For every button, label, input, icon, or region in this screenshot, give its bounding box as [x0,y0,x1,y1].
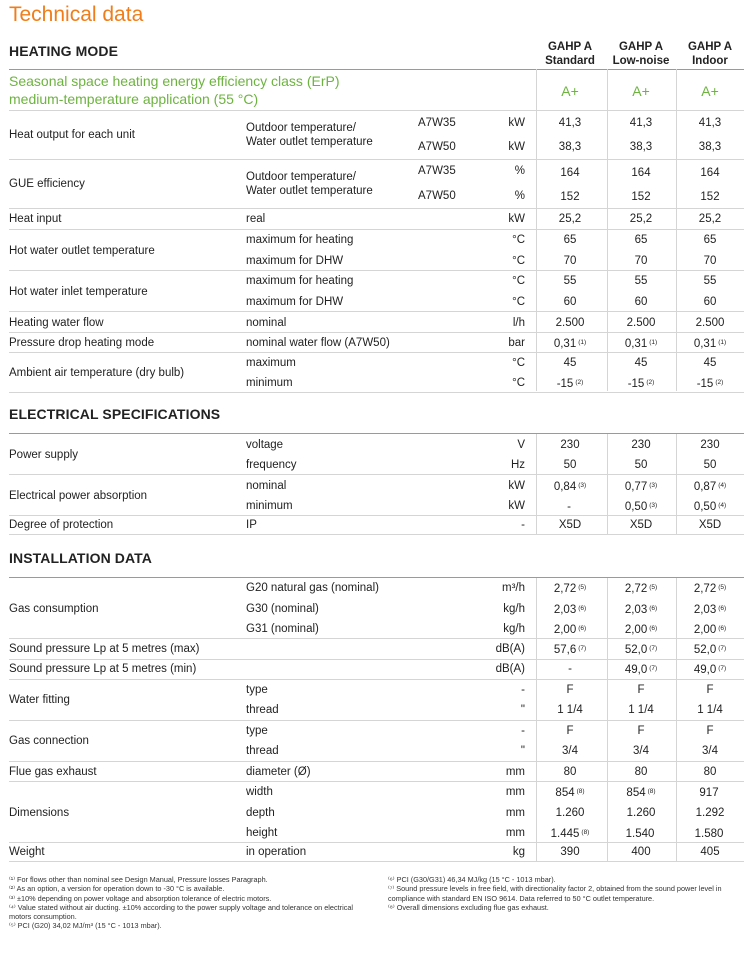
value: 2.500 [555,317,585,329]
value: 57,6 $^{(7)}$ [553,644,587,656]
value: 164 [560,167,580,179]
value: 1.540 [625,828,655,840]
desc: thread [246,745,279,757]
sound-min-label: Sound pressure Lp at 5 metres (min) [9,663,197,675]
value: 0,84 $^{(3)}$ [553,481,587,493]
value: 917 [699,787,719,799]
ambient-label: Ambient air temperature (dry bulb) [9,367,185,379]
value: 25,2 [698,213,722,225]
value: 230 [631,439,651,451]
unit: °C [512,377,525,389]
unit: bar [508,337,525,349]
value: 60 [563,296,577,308]
value: 152 [631,191,651,203]
unit: kW [508,480,525,492]
protection-label: Degree of protection [9,519,114,531]
unit: dB(A) [495,643,525,655]
value: 60 [634,296,648,308]
value: 70 [634,255,648,267]
hw-outlet-label: Hot water outlet temperature [9,245,155,257]
value: - [567,501,571,513]
value: 2,00 $^{(6)}$ [553,624,587,636]
flue-label: Flue gas exhaust [9,766,97,778]
hw-inlet-label: Hot water inlet temperature [9,286,148,298]
unit: " [520,704,525,716]
pressure-label: Pressure drop heating mode [9,337,155,349]
section-title-heating: HEATING MODE [9,43,119,59]
desc: G31 (nominal) [246,623,319,635]
unit: V [517,439,525,451]
value: 45 [634,357,648,369]
value: 2.500 [695,317,725,329]
desc: nominal [246,317,287,329]
value: 25,2 [558,213,582,225]
value: 1 1/4 [557,704,583,716]
value: 0,31 $^{(1)}$ [693,338,727,350]
value: F [637,684,645,696]
unit: " [520,745,525,757]
weight-label: Weight [9,846,45,858]
value: 1.580 [694,828,724,840]
value: X5D [698,519,722,531]
value: 2.500 [626,317,656,329]
value: 2,72 $^{(5)}$ [624,583,658,595]
desc: maximum for DHW [246,296,344,308]
value: 25,2 [629,213,653,225]
desc: height [246,827,278,839]
value: 2,72 $^{(5)}$ [553,583,587,595]
value: 41,3 [629,117,653,129]
condition-a7w35: A7W35 [418,165,456,177]
desc: minimum [246,377,293,389]
value: 1 1/4 [697,704,723,716]
footnotes-left [9,875,369,931]
value: 1 1/4 [628,704,654,716]
value: F [566,725,574,737]
desc: in operation [246,846,307,858]
value: 65 [563,234,577,246]
value: 1.260 [626,807,656,819]
unit: kg/h [503,603,525,615]
value: - [568,663,572,675]
footnote: ⁽⁸⁾ Overall dimensions excluding flue gas exhaust. [388,902,549,912]
value: 60 [703,296,717,308]
unit: mm [505,827,525,839]
condition-a7w50: A7W50 [418,141,456,153]
value: 854 $^{(8)}$ [626,787,656,799]
value: 55 [703,275,717,287]
value: 65 [634,234,648,246]
power-supply-label: Power supply [9,449,79,461]
value: 2,00 $^{(6)}$ [693,624,727,636]
footnotes-right [388,875,738,912]
value: 0,77 $^{(3)}$ [624,481,658,493]
gue-label: GUE efficiency [9,178,85,190]
desc: G20 natural gas (nominal) [246,582,379,594]
value: 38,3 [629,141,653,153]
desc: width [246,786,273,798]
value: -15 $^{(2)}$ [696,378,724,390]
value: 164 [700,167,720,179]
unit: mm [505,766,525,778]
desc: maximum for heating [246,275,354,287]
column-header-low-noise: GAHP A Low-noise [612,41,670,67]
value: 52,0 $^{(7)}$ [624,644,658,656]
unit: - [521,684,525,696]
value: F [706,725,714,737]
value: 49,0 $^{(7)}$ [624,664,658,676]
value: 2,72 $^{(5)}$ [693,583,727,595]
value: 1.260 [555,807,585,819]
footnote: ⁽²⁾ As an option, a version for operation down to -30 °C is available. [9,884,225,894]
sound-max-label: Sound pressure Lp at 5 metres (max) [9,643,200,655]
value: 45 [563,357,577,369]
column-header-standard: GAHP A Standard [545,41,595,67]
page-title: Technical data [9,3,144,26]
unit: l/h [512,317,525,329]
outdoor-temp-label: Outdoor temperature/ Water outlet temperature [246,122,373,148]
value: 152 [560,191,580,203]
value: 55 [563,275,577,287]
value: 3/4 [702,745,718,757]
unit: kg/h [503,623,525,635]
value: 3/4 [562,745,578,757]
unit: Hz [510,459,525,471]
erp-class: A+ [701,83,719,99]
condition-a7w35: A7W35 [418,117,456,129]
unit: kW [508,500,525,512]
desc: maximum for heating [246,234,354,246]
value: 38,3 [558,141,582,153]
value: 0,50 $^{(3)}$ [624,501,658,513]
desc: nominal [246,480,287,492]
value: 2,03 $^{(6)}$ [624,604,658,616]
value: 45 [703,357,717,369]
unit: kg [512,846,525,858]
desc: voltage [246,439,284,451]
desc: nominal water flow (A7W50) [246,337,390,349]
value: 164 [631,167,651,179]
unit: °C [512,275,525,287]
desc: maximum [246,357,296,369]
footnote: ⁽⁶⁾ PCI (G30/G31) 46,34 MJ/kg (15 °C - 1013 mbar). [388,875,556,884]
value: X5D [558,519,582,531]
unit: kW [508,117,525,129]
value: 52,0 $^{(7)}$ [693,644,727,656]
value: 50 [634,459,648,471]
desc: type [246,725,268,737]
value: 80 [563,766,577,778]
value: 55 [634,275,648,287]
value: F [637,725,645,737]
value: 80 [703,766,717,778]
desc: frequency [246,459,297,471]
value: 50 [703,459,717,471]
unit: kW [508,213,525,225]
erp-label: Seasonal space heating energy efficiency class (ErP) medium-temperature application (55 °C) [9,73,340,107]
value: 854 $^{(8)}$ [555,787,585,799]
erp-class: A+ [561,83,579,99]
unit: °C [512,234,525,246]
desc: real [246,213,266,225]
value: 1.292 [695,807,725,819]
unit: dB(A) [495,663,525,675]
unit: - [521,725,525,737]
footnote: ⁽⁴⁾ Value stated without air ducting. ±10% according to the power supply voltage and tolerance on electrical motors consumption. [9,902,354,922]
value: 390 [560,846,580,858]
desc: diameter (Ø) [246,766,311,778]
footnote: ⁽⁷⁾ Sound pressure levels in free field, with directionality factor 2, obtained from the sound power level in compliance with standard EN ISO 9614. Data referred to 50 °C outlet temperature. [388,884,722,903]
unit: °C [512,255,525,267]
value: X5D [629,519,653,531]
value: -15 $^{(2)}$ [556,378,584,390]
gas-consumption-label: Gas consumption [9,603,99,615]
gas-connection-label: Gas connection [9,735,89,747]
value: 3/4 [633,745,649,757]
desc: thread [246,704,279,716]
value: 230 [560,439,580,451]
value: 1.445 $^{(8)}$ [550,828,590,840]
value: 80 [634,766,648,778]
desc: maximum for DHW [246,255,344,267]
footnote: ⁽⁵⁾ PCI (G20) 34,02 MJ/m³ (15 °C - 1013 mbar). [9,921,162,931]
section-title-installation: INSTALLATION DATA [9,550,152,566]
value: 400 [631,846,651,858]
unit: % [514,165,525,177]
desc: G30 (nominal) [246,603,319,615]
absorption-label: Electrical power absorption [9,490,148,502]
unit: - [521,519,525,531]
value: 0,87 $^{(4)}$ [693,481,727,493]
desc: depth [246,807,275,819]
value: 49,0 $^{(7)}$ [693,664,727,676]
footnote: ⁽³⁾ ±10% depending on power voltage and absorption tolerance of electric motors. [9,893,272,903]
desc: type [246,684,268,696]
value: 41,3 [558,117,582,129]
value: 70 [563,255,577,267]
value: 2,00 $^{(6)}$ [624,624,658,636]
unit: kW [508,141,525,153]
dimensions-label: Dimensions [9,807,70,819]
value: 41,3 [698,117,722,129]
unit: °C [512,357,525,369]
value: 65 [703,234,717,246]
value: 0,31 $^{(1)}$ [624,338,658,350]
section-title-electrical: ELECTRICAL SPECIFICATIONS [9,406,221,422]
desc: IP [246,519,257,531]
value: 2,03 $^{(6)}$ [553,604,587,616]
footnote: ⁽¹⁾ For flows other than nominal see Design Manual, Pressure losses Paragraph. [9,875,268,884]
outdoor-temp-label: Outdoor temperature/ Water outlet temperature [246,171,373,197]
unit: mm [505,786,525,798]
value: 0,50 $^{(4)}$ [693,501,727,513]
value: 230 [700,439,720,451]
heat-input-label: Heat input [9,213,62,225]
column-header-indoor: GAHP A Indoor [687,41,733,67]
value: 405 [700,846,720,858]
value: 70 [703,255,717,267]
unit: m³/h [502,582,525,594]
unit: °C [512,296,525,308]
flow-label: Heating water flow [9,317,104,329]
condition-a7w50: A7W50 [418,190,456,202]
heat-output-label: Heat output for each unit [9,129,135,141]
unit: mm [505,807,525,819]
value: 38,3 [698,141,722,153]
value: -15 $^{(2)}$ [627,378,655,390]
value: F [566,684,574,696]
value: 2,03 $^{(6)}$ [693,604,727,616]
value: 50 [563,459,577,471]
value: 0,31 $^{(1)}$ [553,338,587,350]
erp-class: A+ [632,83,650,99]
value: 152 [700,191,720,203]
value: F [706,684,714,696]
unit: % [514,190,525,202]
desc: minimum [246,500,293,512]
water-fitting-label: Water fitting [9,694,70,706]
